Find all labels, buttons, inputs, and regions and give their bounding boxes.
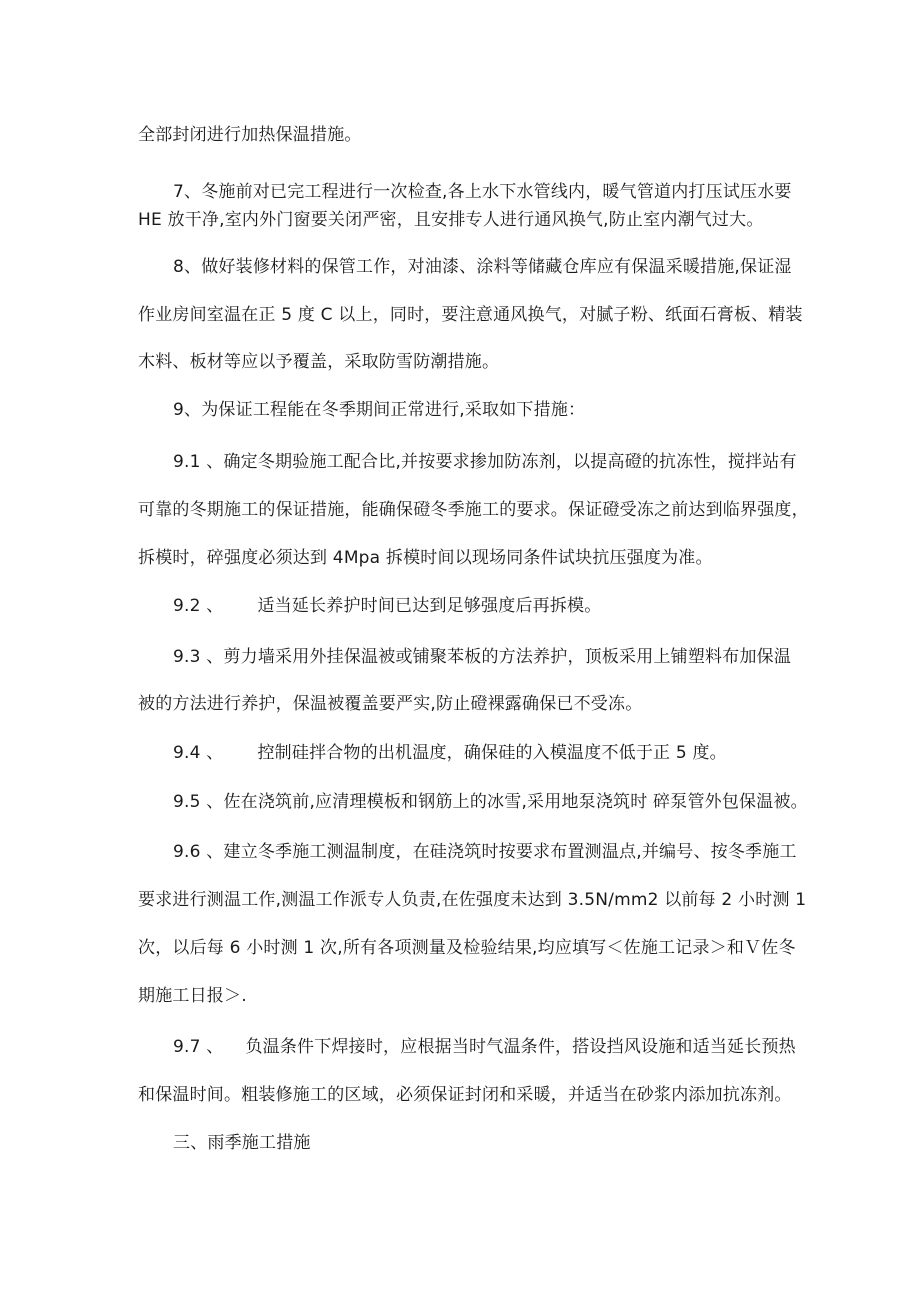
paragraph-line: 可靠的冬期施工的保证措施，能确保磴冬季施工的要求。保证磴受冻之前达到临界强度，: [138, 500, 809, 520]
paragraph-line: [173, 1035, 833, 1059]
paragraph-line: 被的方法进行养护，保温被覆盖要严实,防止磴裸露确保已不受冻。: [138, 694, 643, 714]
paragraph-line: 7、冬施前对已完工程进行一次检查,各上水下水管线内，暖气管道内打压试压水要: [173, 182, 792, 202]
paragraph-line: 和保温时间。粗装修施工的区域，必须保证封闭和采暖，并适当在砂浆内添加抗冻剂。: [138, 1085, 792, 1105]
paragraph-line: 8、做好装修材料的保管工作，对油漆、涂料等储藏仓库应有保温采暖措施,保证湿: [173, 257, 792, 277]
section-heading: 三、雨季施工措施: [173, 1133, 311, 1153]
item-number: 9.4 、: [173, 743, 224, 763]
paragraph-line: 次，以后每 6 小时测 1 次,所有各项测量及检验结果,均应填写＜佐施工记录＞和Ｖ佐冬: [138, 938, 796, 958]
paragraph-line: 期施工日报＞.: [138, 986, 247, 1006]
item-text: 适当延长养护时间已达到足够强度后再拆模。: [257, 596, 602, 616]
paragraph-line: 9.1 、确定冬期验施工配合比,并按要求掺加防冻剂，以提高磴的抗冻性，搅拌站有: [173, 452, 797, 472]
paragraph-line: 9.5 、佐在浇筑前,应清理模板和钢筋上的冰雪,采用地泵浇筑时 碎泵管外包保温被。: [173, 792, 808, 812]
paragraph-line: 拆模时，碎强度必须达到 4Mpa 拆模时间以现场同条件试块抗压强度为准。: [138, 548, 713, 568]
paragraph-line: 9、为保证工程能在冬季期间正常进行,采取如下措施：: [173, 400, 586, 420]
paragraph-line: 9.6 、建立冬季施工测温制度，在硅浇筑时按要求布置测温点,并编号、按冬季施工: [173, 842, 797, 862]
paragraph-line: [173, 594, 833, 618]
paragraph-line: HE 放干净,室内外门窗要关闭严密，且安排专人进行通风换气,防止室内潮气过大。: [138, 210, 764, 230]
item-number: 9.2 、: [173, 596, 224, 616]
item-number: 9.7 、: [173, 1037, 224, 1057]
item-text: 控制硅拌合物的出机温度，确保硅的入模温度不低于正 5 度。: [257, 743, 727, 763]
paragraph-line: 全部封闭进行加热保温措施。: [138, 125, 362, 145]
paragraph-line: 作业房间室温在正 5 度 C 以上，同时，要注意通风换气，对腻子粉、纸面石膏板、精装: [138, 305, 803, 325]
paragraph-line: 9.3 、剪力墙采用外挂保温被或铺聚苯板的方法养护，顶板采用上铺塑料布加保温: [173, 647, 792, 667]
paragraph-line: [173, 741, 833, 765]
item-text: 负温条件下焊接时，应根据当时气温条件，搭设挡风设施和适当延长预热: [245, 1037, 796, 1057]
paragraph-line: 要求进行测温工作,测温工作派专人负责,在佐强度未达到 3.5N∕mm2 以前每 2 小时测 1: [138, 890, 807, 910]
paragraph-line: 木料、板材等应以予覆盖，采取防雪防潮措施。: [138, 352, 500, 372]
